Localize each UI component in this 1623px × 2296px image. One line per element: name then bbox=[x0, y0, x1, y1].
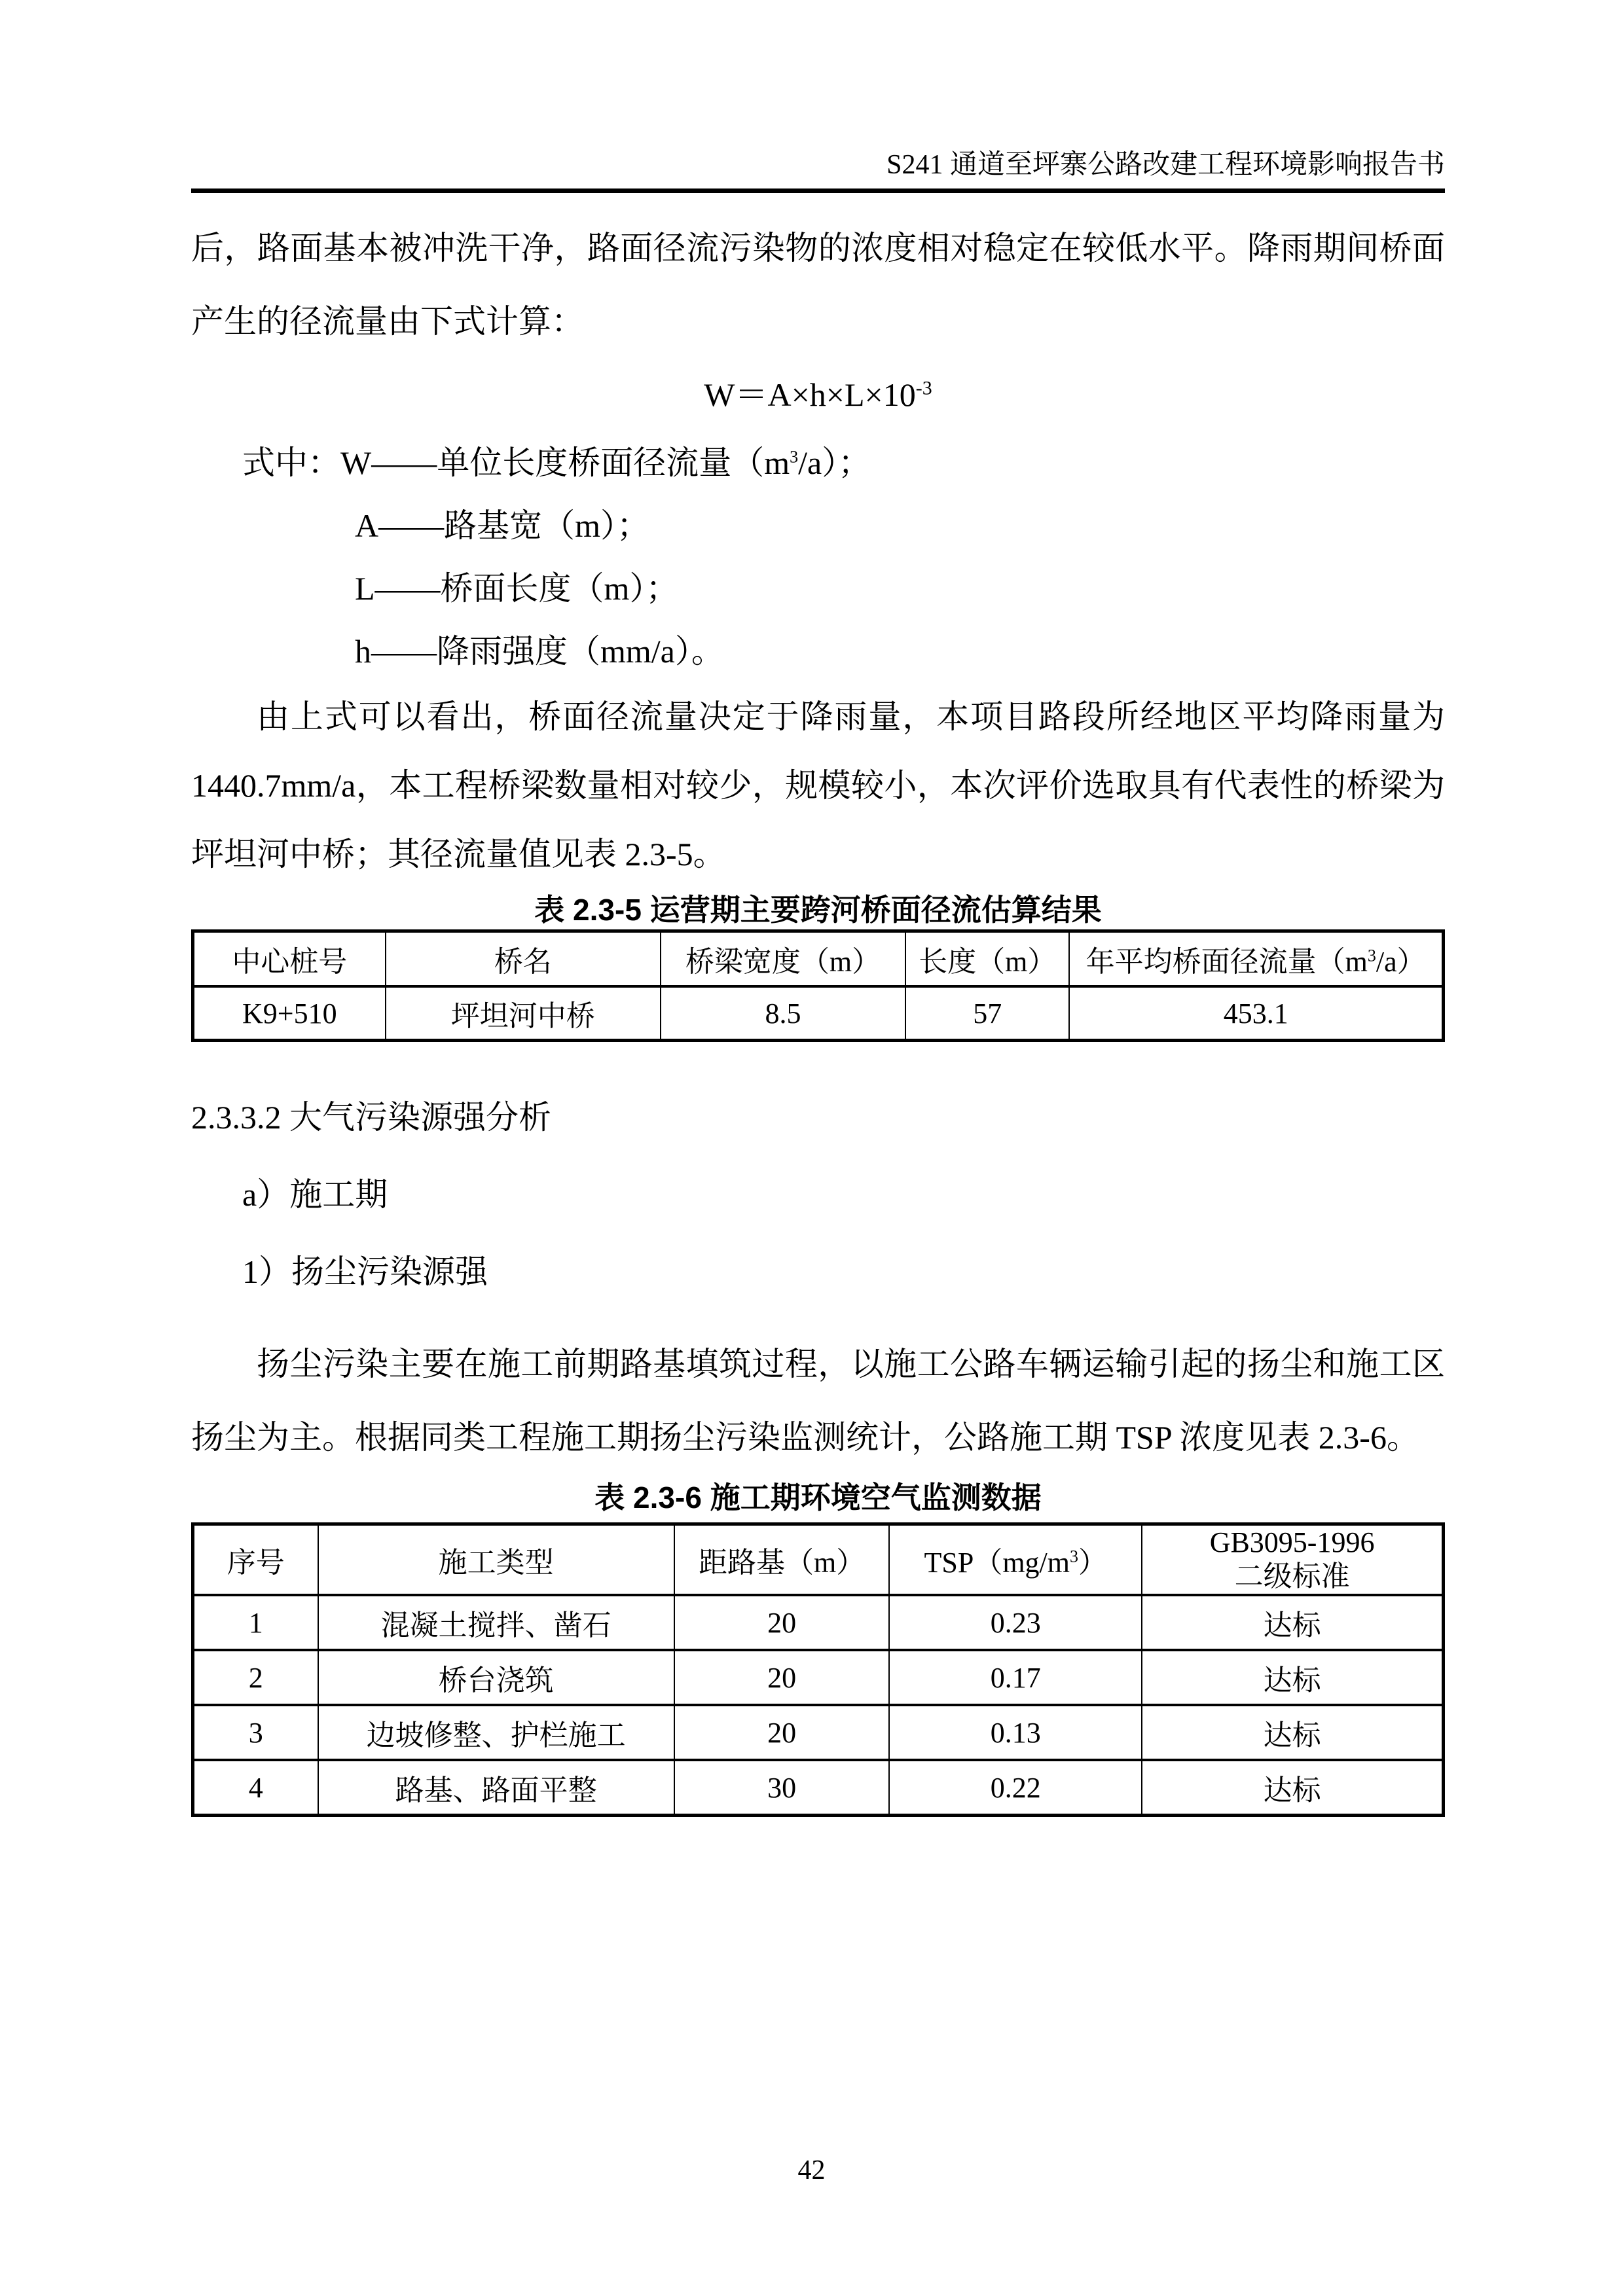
runoff-unit-prefix: 年平均桥面径流量（m bbox=[1085, 946, 1368, 978]
cell-construction-type: 桥台浇筑 bbox=[318, 1650, 674, 1705]
table-bridge-runoff bbox=[191, 929, 1445, 1042]
cell-standard-result: 达标 bbox=[1142, 1705, 1443, 1760]
col-header-stake: 中心桩号 bbox=[193, 931, 386, 987]
cell-index: 1 bbox=[193, 1595, 318, 1650]
cell-annual-runoff: 453.1 bbox=[1069, 986, 1443, 1041]
cell-distance: 30 bbox=[674, 1760, 890, 1816]
table-row bbox=[193, 1650, 1444, 1705]
cell-construction-type: 边坡修整、护栏施工 bbox=[318, 1705, 674, 1760]
section-heading-2-3-3-2: 2.3.3.2 大气污染源强分析 bbox=[191, 1099, 551, 1136]
tsp-unit-superscript: 3 bbox=[1070, 1547, 1079, 1566]
tsp-unit-suffix: ） bbox=[1078, 1547, 1108, 1579]
sub-item-a-construction: a）施工期 bbox=[242, 1176, 388, 1213]
col-header-bridge-name: 桥名 bbox=[386, 931, 661, 987]
cell-tsp: 0.22 bbox=[889, 1760, 1142, 1816]
where-clause-a: A——路基宽（m）； bbox=[355, 507, 649, 544]
col-header-construction-type: 施工类型 bbox=[318, 1524, 674, 1596]
runoff-formula bbox=[191, 358, 1445, 431]
cell-tsp: 0.17 bbox=[889, 1650, 1142, 1705]
sub-item-1-dust-source: 1）扬尘污染源强 bbox=[242, 1253, 488, 1290]
runoff-unit-suffix: /a） bbox=[1376, 946, 1426, 978]
paragraph-rainfall: 由上式可以看出，桥面径流量决定于降雨量，本项目路段所经地区平均降雨量为1440.7mm/a，本工程桥梁数量相对较少，规模较小，本次评价选取具有代表性的桥梁为坪坦河中桥；其径流量值见表 2.3-5。 bbox=[191, 698, 1445, 872]
table-row bbox=[193, 986, 1444, 1041]
cell-standard-result: 达标 bbox=[1142, 1595, 1443, 1650]
page-header bbox=[191, 0, 1445, 183]
cell-index: 2 bbox=[193, 1650, 318, 1705]
col-header-distance: 距路基（m） bbox=[674, 1524, 890, 1596]
table-air-monitoring-wrapper bbox=[191, 1522, 1445, 1817]
cell-width: 8.5 bbox=[661, 986, 905, 1041]
table-air-header-row bbox=[193, 1524, 1444, 1596]
col-header-index: 序号 bbox=[193, 1524, 318, 1596]
tsp-unit-prefix: TSP（mg/m bbox=[924, 1547, 1070, 1579]
cell-distance: 20 bbox=[674, 1650, 890, 1705]
table-bridge-runoff-header-row bbox=[193, 931, 1444, 987]
cell-tsp: 0.13 bbox=[889, 1705, 1142, 1760]
standard-line1: GB3095-1996 bbox=[1209, 1526, 1375, 1558]
where-w-suffix: /a）； bbox=[798, 444, 871, 481]
where-clause-h: h——降雨强度（mm/a）。 bbox=[355, 633, 724, 670]
where-w-superscript: 3 bbox=[790, 447, 799, 467]
table-row bbox=[193, 1705, 1444, 1760]
cell-index: 3 bbox=[193, 1705, 318, 1760]
cell-standard-result: 达标 bbox=[1142, 1760, 1443, 1816]
cell-tsp: 0.23 bbox=[889, 1595, 1142, 1650]
col-header-annual-runoff bbox=[1069, 931, 1443, 987]
cell-index: 4 bbox=[193, 1760, 318, 1816]
formula-exponent: -3 bbox=[915, 377, 932, 399]
paragraph-runoff-intro: 后，路面基本被冲洗干净，路面径流污染物的浓度相对稳定在较低水平。降雨期间桥面产生的径流量由下式计算： bbox=[191, 230, 1445, 340]
table-row bbox=[193, 1595, 1444, 1650]
where-clause-l: L——桥面长度（m）； bbox=[355, 570, 679, 607]
table-bridge-runoff-caption: 表 2.3-5 运营期主要跨河桥面径流估算结果 bbox=[534, 893, 1102, 927]
col-header-standard bbox=[1142, 1524, 1443, 1596]
table-row bbox=[193, 1760, 1444, 1816]
page-number: 42 bbox=[797, 2155, 826, 2185]
where-clause-w bbox=[242, 431, 1445, 494]
cell-bridge-name: 坪坦河中桥 bbox=[386, 986, 661, 1041]
standard-line2: 二级标准 bbox=[1234, 1560, 1350, 1592]
where-w-prefix: 式中：W——单位长度桥面径流量（m bbox=[242, 444, 790, 481]
cell-distance: 20 bbox=[674, 1705, 890, 1760]
cell-standard-result: 达标 bbox=[1142, 1650, 1443, 1705]
table-air-monitoring bbox=[191, 1522, 1445, 1817]
cell-distance: 20 bbox=[674, 1595, 890, 1650]
header-rule bbox=[191, 188, 1445, 193]
col-header-tsp bbox=[889, 1524, 1142, 1596]
formula-base: W＝A×h×L×10 bbox=[704, 376, 916, 413]
cell-construction-type: 混凝土搅拌、凿石 bbox=[318, 1595, 674, 1650]
cell-stake: K9+510 bbox=[193, 986, 386, 1041]
table-air-monitoring-caption: 表 2.3-6 施工期环境空气监测数据 bbox=[594, 1480, 1042, 1515]
header-title: S241 通道至坪寨公路改建工程环境影响报告书 bbox=[886, 150, 1445, 180]
col-header-width: 桥梁宽度（m） bbox=[661, 931, 905, 987]
runoff-unit-superscript: 3 bbox=[1367, 946, 1376, 965]
cell-construction-type: 路基、路面平整 bbox=[318, 1760, 674, 1816]
paragraph-dust: 扬尘污染主要在施工前期路基填筑过程，以施工公路车辆运输引起的扬尘和施工区扬尘为主。根据同类工程施工期扬尘污染监测统计，公路施工期 TSP 浓度见表 2.3-6。 bbox=[191, 1346, 1445, 1456]
col-header-length: 长度（m） bbox=[905, 931, 1069, 987]
cell-length: 57 bbox=[905, 986, 1069, 1041]
